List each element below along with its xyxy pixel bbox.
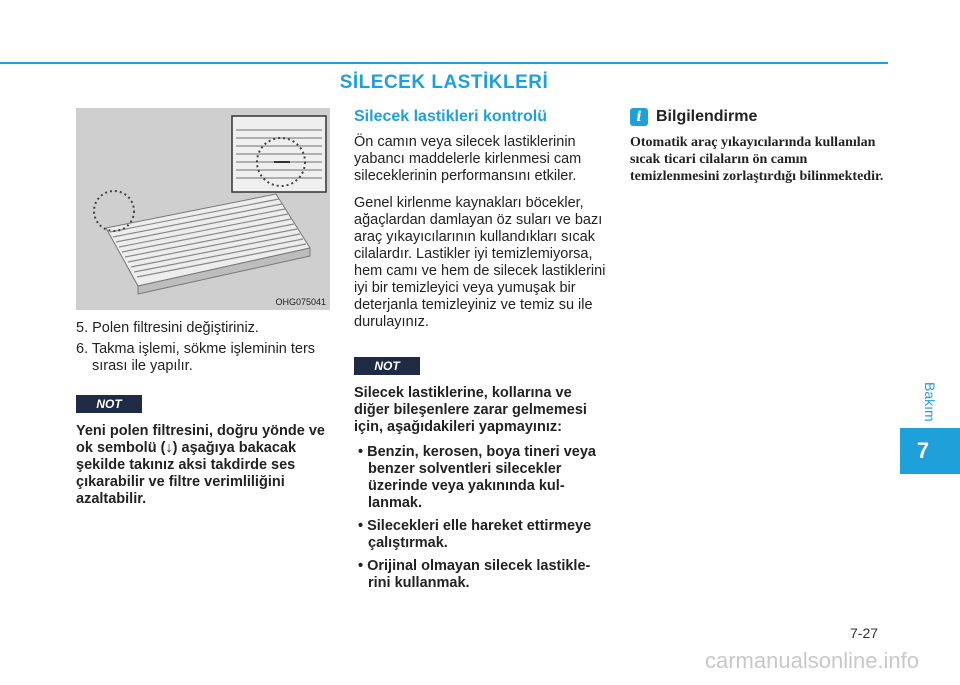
- paragraph: Ön camın veya silecek lastiklerinin yabancı maddelerle kirlenmesi cam sileceklerinin performansını etkiler.: [354, 134, 582, 184]
- paragraph: Genel kirlenme kaynakları böcekler, ağaçlardan damlayan öz suları ve bazı araç yıkayıcılarının kullandıkları sıcak cilalardır. Lastikler iyi temizlemiyorsa, hem camı ve hem de silecek lastiklerini iyi bir temizleyici veya yumuşak bir deterjanla temizleyiniz ve temiz su ile durulayınız.: [354, 195, 606, 330]
- cabin-filter-illustration: [76, 108, 330, 310]
- step-list: [76, 320, 330, 375]
- warning-item: • Silecekleri elle hareket ettirmeye çalıştırmak.: [358, 518, 592, 551]
- warning-item: • Orijinal olmayan silecek lastiklerini kullanmak.: [358, 558, 591, 591]
- warning-item: • Benzin, kerosen, boya tineri veya benzer solventleri silecekler üzerinde veya yakınında kullanmak.: [358, 444, 596, 511]
- info-header: [630, 108, 884, 126]
- figure-code: OHG075041: [275, 297, 326, 307]
- chapter-number: 7: [916, 438, 930, 463]
- section-title: SİLECEK LASTİKLERİ: [339, 72, 549, 93]
- right-column: [630, 108, 884, 185]
- middle-column: [354, 108, 608, 598]
- info-text: Otomatik araç yıkayıcılarında kullanılan sıcak ticari cilaların ön camın temizlenmesini zorlaştırdığı bilinmektedir.: [630, 135, 884, 184]
- chapter-tab: [900, 428, 960, 474]
- page-number: 7-27: [850, 625, 879, 641]
- subsection-heading: Silecek lastikleri kontrolü: [354, 108, 547, 125]
- info-title: Bilgilendirme: [656, 108, 758, 125]
- cabin-filter-figure: [76, 108, 330, 310]
- note-badge: NOT: [76, 395, 142, 413]
- step-item: 6. Takma işlemi, sökme işleminin ters sırası ile yapılır.: [76, 341, 316, 374]
- note-intro: Silecek lastiklerine, kollarına ve diğer bileşenlere zarar gelmemesi için, aşağıdakileri yapmayınız:: [354, 385, 587, 435]
- chapter-side-label: Bakım: [922, 382, 938, 422]
- step-item: 5. Polen filtresini değiştiriniz.: [76, 320, 259, 336]
- note-badge: NOT: [354, 357, 420, 375]
- top-rule: [0, 62, 888, 64]
- note-text: Yeni polen filtresini, doğru yönde ve ok sembolü (↓) aşağıya bakacak şekilde takınız aksi takdirde ses çıkarabilir ve filtre verimliliğini azaltabilir.: [76, 423, 325, 507]
- left-column: [76, 108, 330, 508]
- watermark: carmanualsonline.info: [705, 648, 920, 673]
- warning-list: [354, 444, 608, 592]
- info-icon: i: [630, 108, 648, 126]
